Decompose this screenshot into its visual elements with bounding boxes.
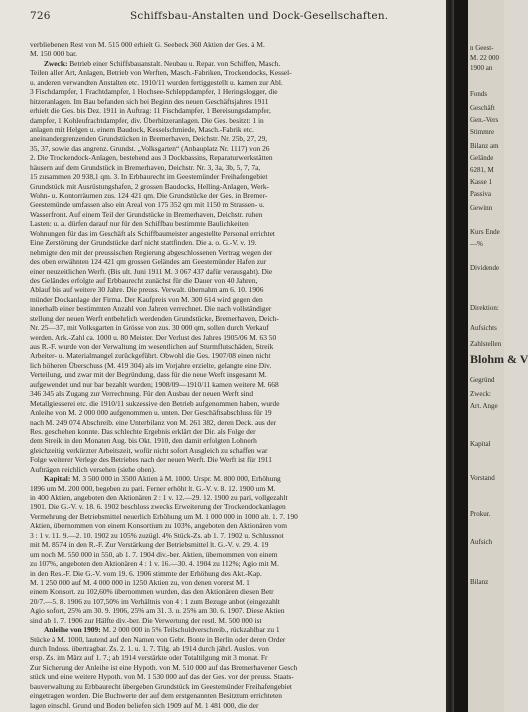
text-line xyxy=(30,625,444,634)
text-line xyxy=(30,682,444,691)
line-text: aus R.-F. wurde von der Verwaltung im wesentlichen auf Sturmflutschäden, Streik xyxy=(30,342,274,351)
line-text: 3 Fischdampfer, 1 Frachtdampfer, 1 Hochsee-Schleppdampfer, 1 Heringslogger, die xyxy=(30,87,278,97)
section-lead: Zweck: xyxy=(44,58,68,68)
line-text: innerhalb einer bestimmten Anzahl von Jahren verrechnet. Die nach vollständiger xyxy=(30,304,272,314)
line-text: stellung der neuen Werft entbehrlich werdenden Grundstücke, Bremerhaven, Deich- xyxy=(30,313,279,323)
line-text: Wohnungen für das im Geschäft als Schiffbaumeister angestellte Personal errichtet xyxy=(30,228,275,238)
text-line xyxy=(30,191,444,200)
adjacent-page-fragment: Geschäft xyxy=(470,104,495,112)
line-text: u. anderen verwandten Anstalten etc. 1910/11 wurden fertiggestellt u. kamen zur Abl. xyxy=(30,77,283,87)
adjacent-page-fragment: Bilanz xyxy=(470,578,489,586)
text-line xyxy=(30,276,444,285)
line-text: Aktien, übernommen von einem Konsortium zu 103%, angeboten den Aktionären vom xyxy=(30,521,287,531)
line-text: Nr. 25—37, mit Volksgarten in Grösse von zus. 30 000 qm, sollen durch Verkauf xyxy=(30,323,269,333)
line-text: Aufträgen reichlich versehen (siehe oben). xyxy=(30,464,156,474)
line-text: Vermehrung der Betriebsmittel neuerlich Erhöhung um M. 1 000 000 in 1000 alt. 1. 7. 190 xyxy=(30,511,298,521)
adjacent-page-fragment: Blohm & V xyxy=(470,352,528,366)
line-text: durch Indoss. übertragbar. Zs. 2. 1. u. 1. 7. Tilg. ab 1914 durch jährl. Auslos. von xyxy=(30,644,269,653)
text-line xyxy=(30,606,444,615)
line-text: Res. geschehen konnte. Das schlechte Ergebnis erklärt der Dir. als Folge der xyxy=(30,426,256,436)
text-line xyxy=(30,295,444,304)
text-line xyxy=(30,163,444,172)
text-line xyxy=(30,200,444,209)
text-line xyxy=(30,380,444,389)
line-text: Eine Zerstörung der Grundstücke darf nicht stattfinden. Die a. o. G.-V. v. 19. xyxy=(30,238,257,248)
adjacent-page-fragment: Stimmre xyxy=(470,128,495,136)
line-text: 2. Die Trockendock-Anlagen, bestehend aus 3 Dockbassins, Reparaturwerkstätten xyxy=(30,153,273,163)
text-line xyxy=(30,531,444,540)
text-line xyxy=(30,540,444,549)
text-line xyxy=(30,521,444,530)
adjacent-page-fragment: Aufsich xyxy=(470,538,493,546)
line-text: 15 zusammen 20 938,1 qm. 3. In Erbbaurecht im Geestemünder Freihafengebiet xyxy=(30,172,268,182)
adjacent-page-fragment: Gewinn xyxy=(470,204,493,212)
text-line xyxy=(30,210,444,219)
line-text: bauverwaltung zu Erbbaurecht übergeben Grundstück im Geestemünder Freihafengebiet xyxy=(30,681,292,691)
line-text: M. 2 000 000 in 5% Teilschuldverschreib., rückzahlbar zu 1 xyxy=(100,625,280,635)
line-text: 346 345 als Zugang zur Verrechnung. Für den Ausbau der neuen Werft sind xyxy=(30,389,254,399)
text-line xyxy=(30,474,444,483)
text-line xyxy=(30,172,444,181)
line-text: sind ab 1. 7. 1906 zur Hälfte div.-ber. Die Verwertung der restl. M. 500 000 ist xyxy=(30,615,262,625)
text-line xyxy=(30,361,444,370)
adjacent-page-fragment: Art. Ange xyxy=(470,402,498,410)
page-number: 726 xyxy=(30,10,51,22)
line-text: lich höheren Überschuss (M. 419 304) als im Vorjahre erzielte, gelangte eine Div. xyxy=(30,360,272,370)
line-text: ersp. Zs. im März auf 1. 7.; ab 1914 verstärkte oder Totaltilgung mit 3 monat. Fr xyxy=(30,653,268,663)
text-line xyxy=(30,49,444,58)
adjacent-page-fragment: Fonds xyxy=(470,90,488,98)
text-line xyxy=(30,257,444,266)
line-text: Agio sofort, 25% am 30. 9. 1906, 25% am 31. 3. u. 25% am 30. 6. 1907. Diese Aktien xyxy=(30,606,285,616)
line-text: 20/7.—5. 8. 1906 zu 107,50% im Verhältnis von 4 : 1 zum Bezuge anbot (eingezahlt xyxy=(30,596,280,606)
text-line xyxy=(30,333,444,342)
text-line xyxy=(30,314,444,323)
text-line xyxy=(30,59,444,68)
line-text: Folge weiterer Verlege des Betriebes nach der neuen Werft. Die Werft ist für 1911 xyxy=(30,455,272,465)
text-line xyxy=(30,219,444,228)
line-text: 3 : 1 v. 11. 9.—2. 10. 1902 zu 105% zuzügl. 4% Stück-Zs. ab 1. 7. 1902 u. Schlussnot xyxy=(30,530,284,540)
page-header xyxy=(30,10,440,26)
text-line xyxy=(30,550,444,559)
line-text: aufgewendet und nur bar bezahlt wurden; 1908/09—1910/11 kamen weitere M. 668 xyxy=(30,379,279,389)
text-line xyxy=(30,40,444,49)
line-text: münder Dockanlage der Firma. Der Kaufpreis von M. 300 614 wird gegen den xyxy=(30,294,263,304)
line-text: des oben erwähnten 124 421 qm grossen Geländes am Geestemünder Hafen zur xyxy=(30,257,267,267)
body-text xyxy=(30,40,444,710)
line-text: M. 3 500 000 in 3500 Aktien à M. 1000. Urspr. M. 800 000, Erhöhung xyxy=(70,474,281,484)
text-line xyxy=(30,304,444,313)
adjacent-page-fragment: Prokur. xyxy=(470,510,491,518)
line-text: aneinandergrenzenden Grundstücken in Bremerhaven, Deichstr. Nr. 25b, 27, 29, xyxy=(30,134,268,144)
text-line xyxy=(30,569,444,578)
line-text: M. 1 250 000 auf M. 4 000 000 in 1250 Aktien zu, von denen vorerst M. 1 xyxy=(30,577,250,587)
adjacent-page-fragment: Kapital xyxy=(470,440,491,448)
line-text: stück und eine weitere Hypoth. von M. 1 530 000 auf das der Ges. vor der preuss. Staats- xyxy=(30,672,294,682)
line-text: Anleihe von M. 2 000 000 aufgenommen u. unten. Der Geschäftsabschluss für 19 xyxy=(30,408,272,418)
line-text: Wasserfront. Auf einem Teil der Grundstücke in Bremerhaven, Deichstr. ruhen xyxy=(30,209,263,219)
line-text: Verteilung, und zwar mit der Begründung, dass für die neue Werft insgesamt M. xyxy=(30,370,267,380)
text-line xyxy=(30,436,444,445)
line-text: mit M. 8574 in den R.-F. Zur Verstärkung der Betriebsmittel lt. G.-V. v. 29. 4. 19 xyxy=(30,540,269,550)
text-line xyxy=(30,229,444,238)
text-line xyxy=(30,616,444,625)
text-line xyxy=(30,691,444,700)
line-text: M. 150 000 bar. xyxy=(30,49,78,59)
line-text: nehmigte den mit der preussischen Regierung abgeschlossenen Vertrag wegen der xyxy=(30,247,273,257)
line-text: um noch M. 550 000 in 550, ab 1. 7. 1904 div.-ber. Aktien, übernommen von einem xyxy=(30,549,278,559)
adjacent-page-fragment: 6281, M xyxy=(470,166,494,174)
adjacent-page-fragment: Gegründ xyxy=(470,376,495,384)
text-line xyxy=(30,446,444,455)
text-line xyxy=(30,493,444,502)
adjacent-page-fragment: Zweck: xyxy=(470,390,491,398)
section-lead: Anleihe von 1909: xyxy=(44,625,101,635)
line-text: Teilen aller Art, Anlagen, Betrieb von Werften, Masch.-Fabriken, Trockendocks, Kessel- xyxy=(30,68,292,78)
adjacent-page-fragment: M. 22 000 xyxy=(470,54,499,62)
text-line xyxy=(30,182,444,191)
book-spine xyxy=(454,0,468,712)
line-text: hitzeranlagen. Im Bau befanden sich bei Beginn des neuen Geschäftsjahres 1911 xyxy=(30,96,269,106)
adjacent-page-fragment: Direktion: xyxy=(470,304,499,312)
line-text: Wohn- u. Kontorräumen zus. 124 421 qm. Die Grundstücke der Ges. in Bremer- xyxy=(30,191,268,200)
line-text: verbliebenen Rest von M. 515 000 erhielt G. Seebeck 360 Aktien der Ges. à M. xyxy=(30,40,265,49)
text-line xyxy=(30,653,444,662)
line-text: Metallgiesserei etc. die 1910/11 sukzessive den Betrieb aufgenommen haben, wurde xyxy=(30,398,280,408)
line-text: eingetragen worden. Die Buchwerte der auf dem erstgenannten Besitztum errichteten xyxy=(30,691,282,701)
text-line xyxy=(30,512,444,521)
adjacent-page-fragment: Passiva xyxy=(470,190,491,198)
text-line xyxy=(30,408,444,417)
text-line xyxy=(30,106,444,115)
text-line xyxy=(30,672,444,681)
line-text: des Geländes erfolgte auf Erbbaurecht zunächst für die Dauer von 40 Jahren, xyxy=(30,275,258,285)
text-line xyxy=(30,389,444,398)
line-text: werden. Ark.-Zahl ca. 1000 u. 80 Meister. Der Verlust des Jahres 1905/06 M. 63 50 xyxy=(30,332,277,342)
text-line xyxy=(30,97,444,106)
text-line xyxy=(30,484,444,493)
text-line xyxy=(30,701,444,710)
line-text: einem Konsort. zu 102,60% übernommen wurden, das den Aktionären diesen Betr xyxy=(30,587,274,597)
line-text: nach M. 249 074 Abschreib. eine Unterbilanz von M. 261 382, deren Deck. aus der xyxy=(30,417,277,427)
text-line xyxy=(30,559,444,568)
line-text: Arbeiter- u. Materialmangel zurückgeführt. Obwohl die Ges. 1907/08 einen nicht xyxy=(30,351,271,361)
line-text: einer neuzeitlichen Werft. (Bis ult. Juni 1911 M. 3 067 437 dafür verausgabt). Die xyxy=(30,266,273,276)
text-line xyxy=(30,125,444,134)
text-line xyxy=(30,370,444,379)
text-line xyxy=(30,597,444,606)
text-line xyxy=(30,285,444,294)
adjacent-page-fragment: 1900 an xyxy=(470,64,493,72)
line-text: Geestemünde umfassen also ein Areal von 175 352 qm mit 1150 m Strassen- u. xyxy=(30,200,265,210)
text-line xyxy=(30,238,444,247)
text-line xyxy=(30,68,444,77)
text-line xyxy=(30,578,444,587)
adjacent-page-fragment: Vorstand xyxy=(470,474,495,482)
text-line xyxy=(30,399,444,408)
text-line xyxy=(30,465,444,474)
line-text: dampfer, 1 Kohleufrachtdampfer, div. Überhitzeranlagen. Die Ges. besitzt: 1 in xyxy=(30,115,264,125)
text-line xyxy=(30,351,444,360)
line-text: zu 107%, angeboten den Aktionären 4 : 1 v. 16.—30. 4. 1904 zu 112%; Agio mit M. xyxy=(30,559,279,569)
line-text: Grundstück mit Ausrüstungshafen, 2 grossen Baudocks, Helling-Anlagen, Werk- xyxy=(30,181,270,191)
line-text: in den Res.-F. Die G.-V. vom 19. 6. 1906 stimmte der Erhöhung des Akt.-Kap. xyxy=(30,568,262,578)
line-text: häusern auf dem Grundstück in Bremerhaven, Deichstr. Nr. 3, 3a, 3b, 5, 7, 7a, xyxy=(30,162,261,172)
adjacent-page-fragment: Dividende xyxy=(470,264,500,272)
line-text: Ablauf bis auf weitere 30 Jahre. Die preuss. Verwalt. übernahm am 6. 10. 1906 xyxy=(30,285,264,295)
text-line xyxy=(30,663,444,672)
text-line xyxy=(30,134,444,143)
adjacent-page-fragment: Zahlstellen xyxy=(470,340,502,348)
line-text: in 400 Aktien, angeboten den Aktionären 2 : 1 v. 12.—29. 12. 1900 zu pari, vollgezahlt xyxy=(30,493,288,502)
adjacent-page-fragment: Bilanz am xyxy=(470,142,499,150)
adjacent-page-fragment: —% xyxy=(470,240,483,248)
text-line xyxy=(30,587,444,596)
adjacent-page-fragment: Gelände xyxy=(470,154,494,162)
text-line xyxy=(30,153,444,162)
text-line xyxy=(30,427,444,436)
text-line xyxy=(30,144,444,153)
line-text: Betrieb einer Schiffsbauanstalt. Neubau u. Repar. von Schiffen, Masch. xyxy=(67,58,281,68)
line-text: Lasten: u. a. dürfen darauf nur für den Schiffbau bestimmte Baulichkeiten xyxy=(30,219,249,229)
text-line xyxy=(30,267,444,276)
adjacent-page-fragment: n Geest- xyxy=(470,44,494,52)
text-line xyxy=(30,323,444,332)
text-line xyxy=(30,248,444,257)
line-text: lagen einschl. Grund und Boden beliefen sich 1909 auf M. 1 481 000, die der xyxy=(30,700,259,710)
adjacent-page-fragment: Gen.-Vers xyxy=(470,116,499,124)
running-head: Schiffsbau-Anstalten und Dock-Gesellschaften. xyxy=(130,10,389,22)
line-text: 1901. Die G.-V. v. 18. 6. 1902 beschloss zwecks Erweiterung der Trockendockanlagen xyxy=(30,502,286,512)
text-line xyxy=(30,87,444,96)
text-line xyxy=(30,116,444,125)
section-lead: Kapital: xyxy=(44,474,71,484)
adjacent-page xyxy=(468,0,528,712)
text-line xyxy=(30,418,444,427)
text-line xyxy=(30,644,444,653)
text-line xyxy=(30,78,444,87)
text-line xyxy=(30,342,444,351)
line-text: 1896 um M. 200 000, begeben zu pari. Ferner erhöht lt. G.-V. v. 8. 12. 1900 um M. xyxy=(30,483,276,493)
line-text: gleichzeitig verkürzter Arbeitszeit, wofür nicht sofort Ausgleich zu schaffen war xyxy=(30,445,268,455)
line-text: Stücke à M. 1000, lautend auf den Namen von Gebr. Bonte in Berlin oder deren Order xyxy=(30,634,286,644)
text-line xyxy=(30,455,444,464)
page-gutter xyxy=(446,0,454,712)
line-text: dem Streik in den Monaten Aug. bis Okt. 1910, den damit erfolgten Lohnerh xyxy=(30,436,257,446)
line-text: 35, 37, sowie das angrenz. Grundst. „Volksgarten“ (Anbauplatz Nr. 1117) von 26 xyxy=(30,143,270,153)
line-text: erhielt die Ges. bis Dez. 1911 in Auftrag: 11 Fischdampfer, 1 Bereisungsdampfer, xyxy=(30,106,271,116)
text-line xyxy=(30,502,444,511)
line-text: Zur Sicherung der Anleihe ist eine Hypoth. von M. 510 000 auf das Bremerhavener Gesch xyxy=(30,662,298,672)
adjacent-page-fragment: Kurs Ende xyxy=(470,228,500,236)
adjacent-page-fragment: Kasse 1 xyxy=(470,178,492,186)
text-line xyxy=(30,635,444,644)
adjacent-page-fragment: Aufsichts xyxy=(470,324,497,332)
line-text: anlagen mit Helgen u. einem Baudock, Kesselschmiede, Masch.-Fabrik etc. xyxy=(30,124,254,134)
